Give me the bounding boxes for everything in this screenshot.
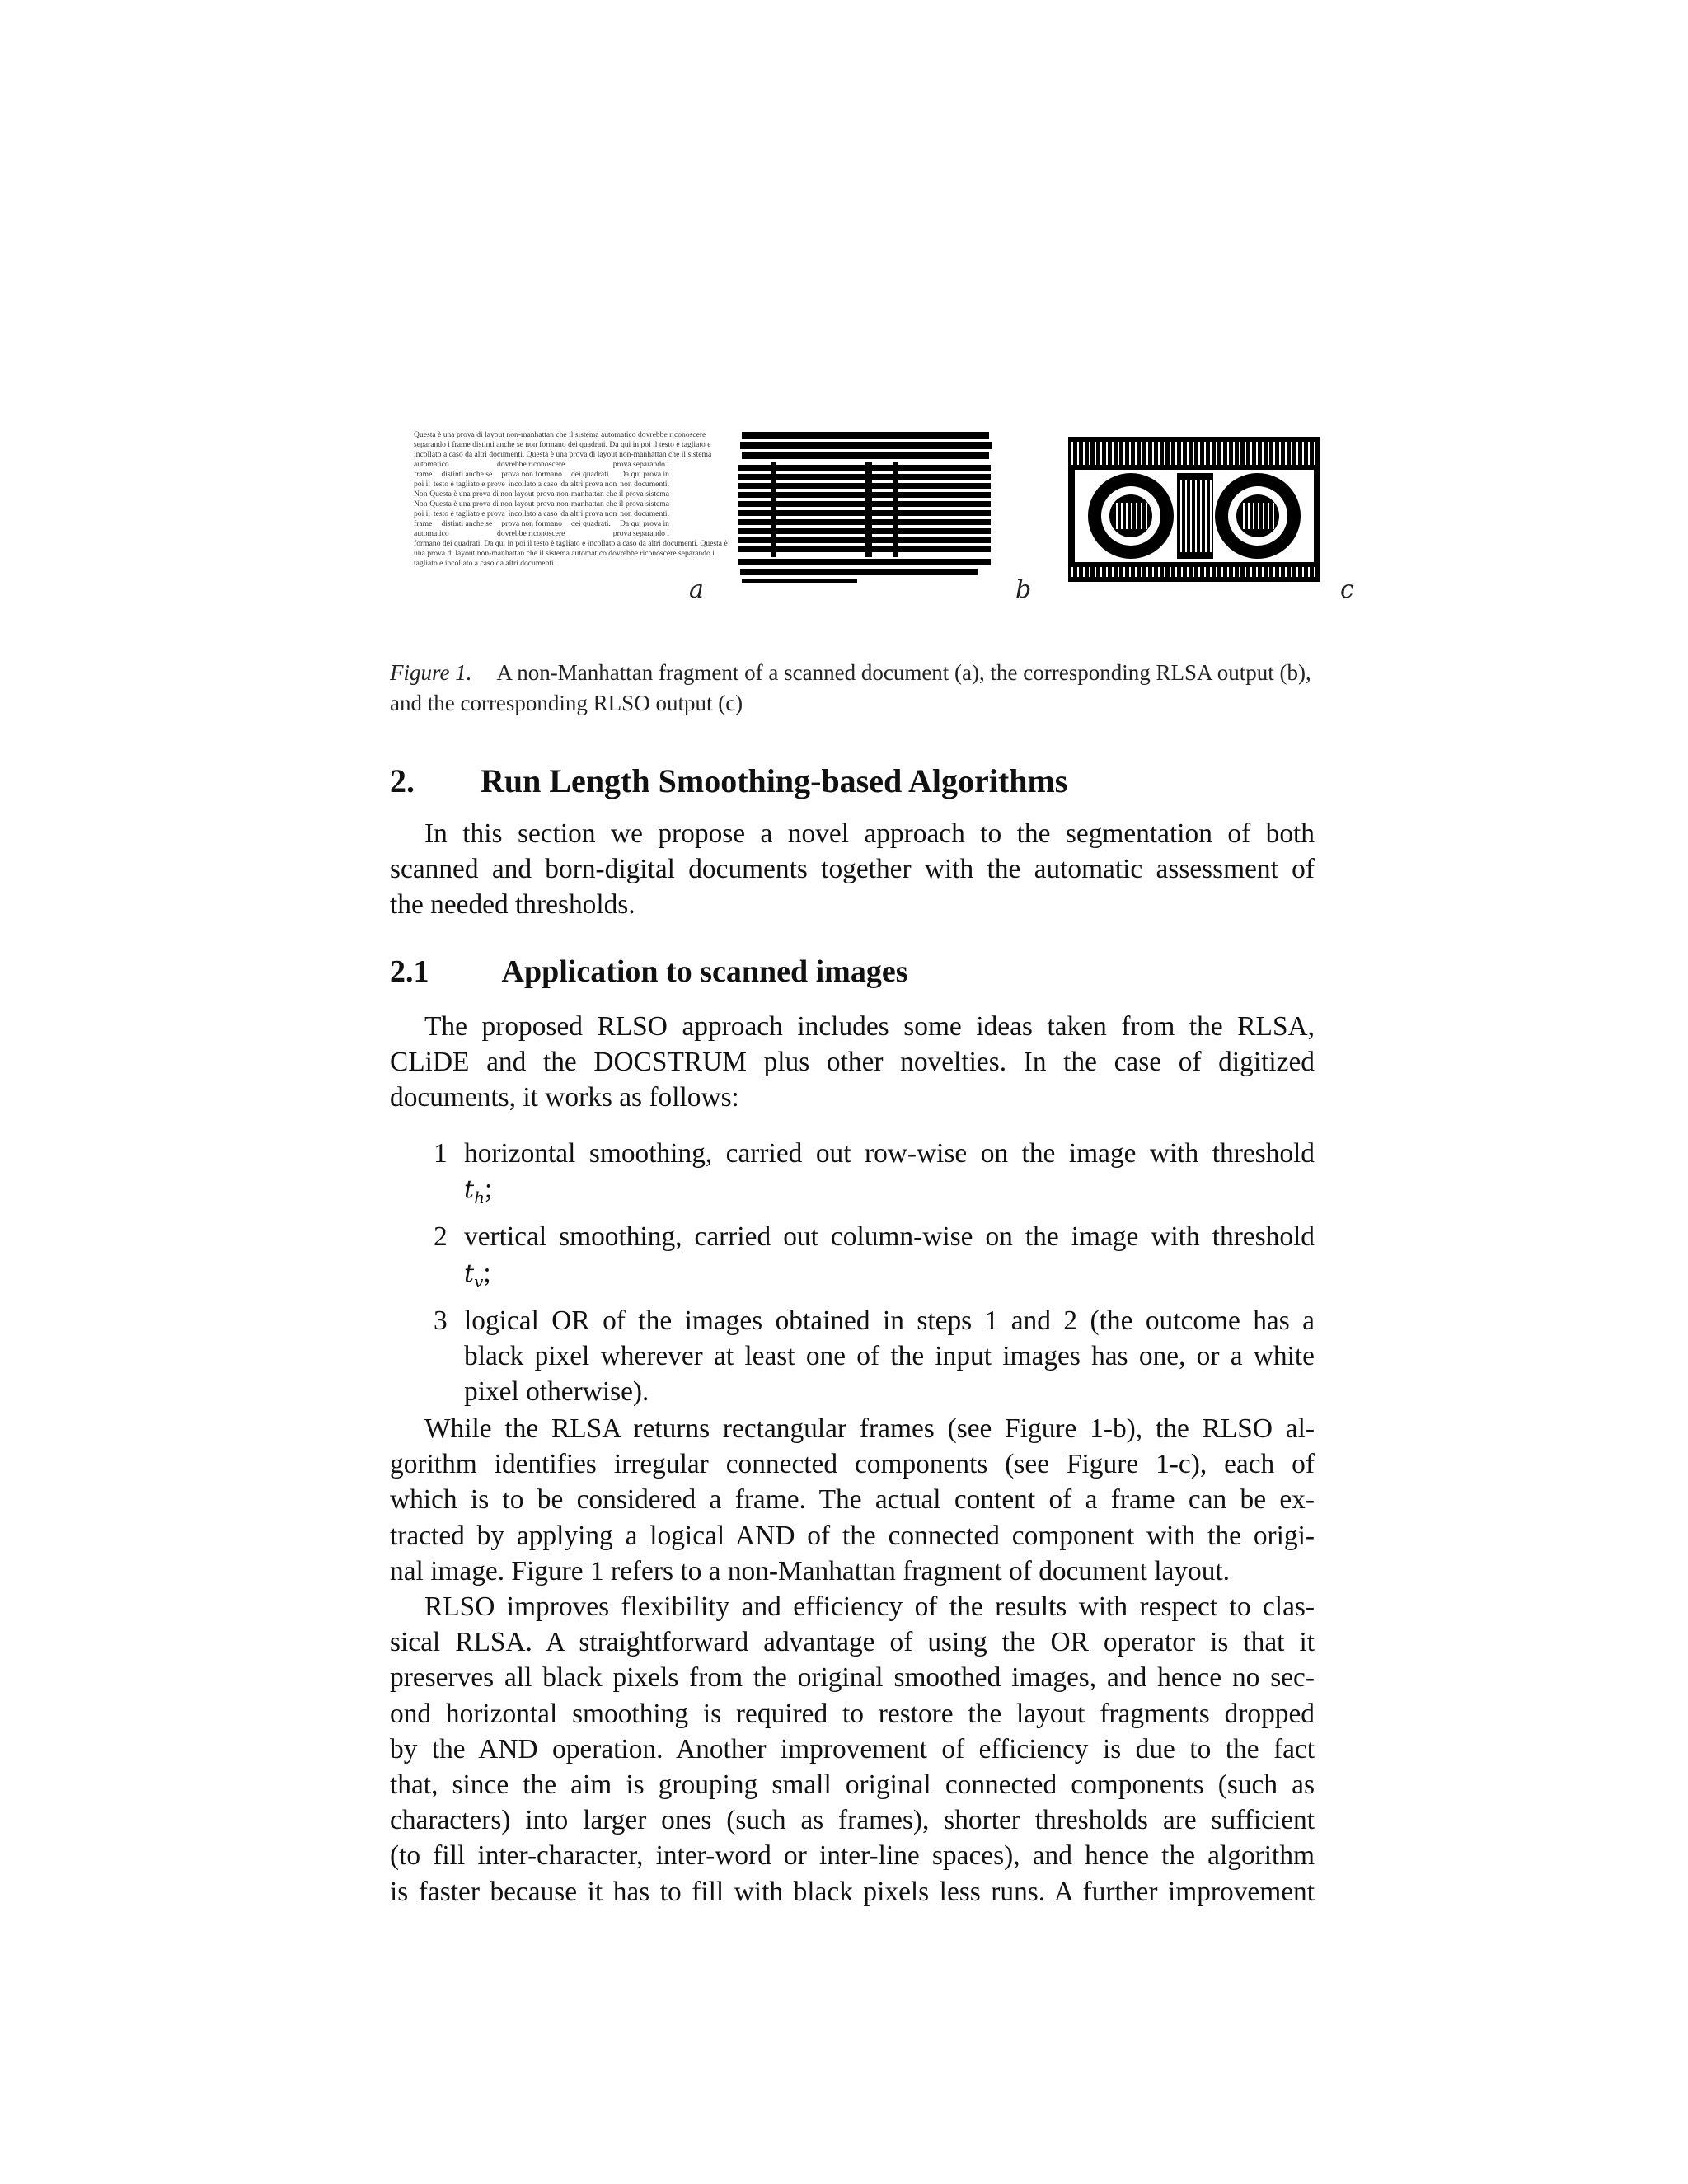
rlso-hatch (1285, 442, 1287, 465)
rlso-hatch (1314, 442, 1315, 465)
rlsa-run (738, 483, 771, 489)
rlsa-run (870, 546, 893, 552)
rlsa-run (865, 462, 872, 557)
rlso-hatch (1141, 567, 1142, 577)
list-item-text: horizontal smoothing, carried out row-wise on the image with threshold (464, 1138, 1315, 1169)
rlso-hatch (1181, 567, 1183, 577)
rlso-hatch (1180, 480, 1182, 552)
rlsa-run (740, 442, 992, 449)
rlso-hatch (1077, 442, 1079, 465)
rlsa-run (898, 537, 991, 543)
rlsa-run (898, 528, 991, 534)
rlso-hatch (1187, 567, 1189, 577)
subsection-intro-paragraph (390, 1009, 1315, 1116)
paragraph-line: which is to be considered a frame. The actual content of a frame can be ex- (390, 1484, 1315, 1516)
rlsa-run (898, 519, 991, 525)
paragraph-line: The proposed RLSO approach includes some ideas taken from the RLSA, (424, 1011, 1315, 1042)
rlsa-run (775, 483, 865, 489)
rlso-hatch (1071, 567, 1073, 577)
rlsa-run (742, 452, 989, 459)
rlso-hatch (1250, 567, 1252, 577)
rlsa-run (870, 510, 893, 516)
rlso-hatch (1262, 442, 1264, 465)
rlso-hatch (1195, 480, 1197, 552)
rlso-hatch (1152, 442, 1154, 465)
paragraph-line: While the RLSA returns rectangular frames (see Figure 1-b), the RLSO al- (424, 1413, 1315, 1444)
rlso-hatch (1175, 567, 1177, 577)
figure-panel-c-rlso-output (1068, 437, 1320, 582)
rlsa-run (775, 474, 865, 480)
rlso-hatch (1112, 567, 1114, 577)
rlso-hatch (1200, 480, 1202, 552)
rlso-hatch (1175, 442, 1177, 465)
scanned-text-line: Non Questa è una prova di non layout prova non-manhattan che il prova sistema (414, 499, 669, 509)
rlso-hatch (1164, 567, 1165, 577)
section-heading (390, 762, 1067, 800)
rlso-hatch (1146, 503, 1147, 529)
rlsa-run (775, 492, 865, 498)
paragraph-line: by the AND operation. Another improvement of efficiency is due to the fact (390, 1733, 1315, 1765)
rlso-hatch (1233, 442, 1235, 465)
rlso-hatch (1106, 567, 1108, 577)
rlso-hatch (1273, 567, 1275, 577)
panel-label-c: c (1340, 575, 1354, 604)
list-item-text: vertical smoothing, carried out column-wise on the image with threshold (464, 1221, 1315, 1253)
rlso-hatch (1158, 442, 1160, 465)
rlso-hatch (1083, 567, 1085, 577)
rlso-hatch (1170, 567, 1171, 577)
rlso-hatch (1204, 567, 1206, 577)
body-paragraph-rlso-improvements (390, 1589, 1315, 1910)
rlso-hatch (1250, 442, 1252, 465)
rlso-hatch (1258, 503, 1259, 529)
rlsa-run (893, 462, 898, 557)
rlsa-run (738, 474, 771, 480)
rlso-hatch (1279, 567, 1281, 577)
scanned-text-line: automatico dovrebbe riconoscere prova separando i (414, 460, 669, 469)
rlso-hatch (1135, 567, 1137, 577)
rlsa-run (870, 465, 893, 471)
rlsa-run (898, 465, 991, 471)
rlso-hatch (1141, 442, 1142, 465)
paragraph-line: that, since the aim is grouping small original connected components (such as (390, 1769, 1315, 1801)
rlso-hatch (1245, 567, 1246, 577)
rlsa-run (738, 528, 771, 534)
rlso-hatch (1308, 567, 1310, 577)
list-item (431, 1136, 1315, 1216)
rlso-hatch (1112, 442, 1114, 465)
steps-list (431, 1136, 1315, 1409)
rlso-hatch (1185, 480, 1187, 552)
rlsa-run (775, 501, 865, 507)
scanned-text-line: poi il testo è tagliato e prove incollato a caso da altri prova non non documenti. (414, 480, 669, 489)
rlso-hatch (1248, 503, 1250, 529)
scanned-text-line: frame distinti anche se prova non formano dei quadrati. Da qui prova in (414, 470, 669, 479)
rlsa-run (738, 519, 771, 525)
rlso-hatch (1221, 567, 1223, 577)
rlso-hatch (1116, 503, 1118, 529)
scanned-text-line: incollato a caso da altri documenti. Questa è una prova di layout non-manhattan che il sistema (414, 450, 712, 459)
rlso-hatch (1190, 480, 1192, 552)
rlso-hatch (1129, 442, 1131, 465)
list-item (431, 1219, 1315, 1299)
rlso-hatch (1129, 567, 1131, 577)
rlsa-run (870, 474, 893, 480)
rlso-hatch (1146, 442, 1148, 465)
rlso-hatch (1239, 567, 1240, 577)
rlso-hatch (1198, 567, 1200, 577)
scanned-text-line: separando i frame distinti anche se non formano dei quadrati. Da qui in poi il testo è tagliato e (414, 440, 711, 449)
scanned-text-line: Questa è una prova di layout non-manhattan che il sistema automatico dovrebbe riconoscere (414, 430, 706, 439)
rlso-hatch (1245, 442, 1246, 465)
rlso-hatch (1314, 567, 1315, 577)
body-paragraph-rlsa-vs-rlso (390, 1411, 1315, 1589)
rlso-hatch (1193, 567, 1194, 577)
rlso-hatch (1123, 442, 1125, 465)
rlsa-run (738, 501, 771, 507)
list-item-text: pixel otherwise). (464, 1376, 649, 1408)
rlso-hatch (1210, 480, 1212, 552)
rlsa-run (870, 519, 893, 525)
rlso-hatch (1253, 503, 1254, 529)
rlso-hatch (1170, 442, 1171, 465)
rlso-hatch (1205, 480, 1207, 552)
figure-caption-text: A non-Manhattan fragment of a scanned document (a), the corresponding RLSA output (b), and the corresponding RLSO output (c) (390, 660, 1311, 715)
rlsa-run (742, 432, 989, 439)
paragraph-line: gorithm identifies irregular connected components (see Figure 1-c), each of (390, 1449, 1315, 1480)
list-item-number: 1 (434, 1138, 448, 1169)
list-item-text: logical OR of the images obtained in steps 1 and 2 (the outcome has a (464, 1305, 1315, 1336)
rlso-hatch (1135, 442, 1137, 465)
rlso-hatch (1095, 567, 1096, 577)
rlsa-run (898, 546, 991, 552)
rlso-hatch (1089, 442, 1090, 465)
rlsa-run (775, 465, 865, 471)
rlso-hatch (1210, 442, 1212, 465)
rlso-hatch (1121, 503, 1123, 529)
paragraph-line: sical RLSA. A straightforward advantage of using the OR operator is that it (390, 1627, 1315, 1658)
rlso-hatch (1083, 442, 1085, 465)
rlso-hatch (1126, 503, 1128, 529)
rlsa-run (775, 537, 865, 543)
rlso-hatch (1233, 567, 1235, 577)
figure-panel-a-scanned-text (414, 430, 728, 587)
paragraph-line: preserves all black pixels from the original smoothed images, and hence no sec- (390, 1662, 1315, 1694)
rlso-hatch (1291, 567, 1292, 577)
rlso-hatch (1296, 442, 1298, 465)
rlso-hatch (1210, 567, 1212, 577)
rlso-hatch (1146, 567, 1148, 577)
rlso-hatch (1279, 442, 1281, 465)
rlso-hatch (1263, 503, 1264, 529)
scanned-text-line: tagliato e incollato a caso da altri documenti. (414, 559, 556, 568)
scanned-text-line: una prova di layout non-manhattan che il sistema automatico dovrebbe riconoscere separando i (414, 549, 715, 558)
scanned-text-line: Non Questa è una prova di non layout prova non-manhattan che il prova sistema (414, 490, 669, 499)
rlsa-run (870, 492, 893, 498)
rlso-hatch (1302, 442, 1304, 465)
panel-label-b: b (1015, 575, 1032, 604)
rlso-hatch (1100, 567, 1102, 577)
rlso-hatch (1071, 442, 1073, 465)
paragraph-line: CLiDE and the DOCSTRUM plus other novelties. In the case of digitized (390, 1047, 1315, 1078)
rlso-hatch (1164, 442, 1165, 465)
subsection-title: Application to scanned images (501, 954, 908, 989)
rlsa-run (775, 519, 865, 525)
paragraph-line: the needed thresholds. (390, 889, 635, 921)
rlsa-run (898, 492, 991, 498)
rlso-hatch (1268, 567, 1269, 577)
figure-panel-b-rlsa-output (738, 429, 996, 585)
rlsa-run (738, 537, 771, 543)
panel-label-a: a (689, 575, 704, 604)
rlso-hatch (1089, 567, 1090, 577)
rlso-hatch (1285, 567, 1287, 577)
rlsa-run (898, 483, 991, 489)
subsection-heading (390, 954, 907, 990)
figure-caption-label: Figure 1. (390, 660, 472, 685)
list-item-number: 3 (434, 1305, 448, 1336)
rlso-hatch (1118, 442, 1119, 465)
rlso-hatch (1100, 442, 1102, 465)
rlso-hatch (1158, 567, 1160, 577)
section-intro-paragraph (390, 816, 1315, 923)
rlso-hatch (1187, 442, 1189, 465)
rlso-hatch (1308, 442, 1310, 465)
rlsa-run (775, 510, 865, 516)
figure-caption (390, 658, 1313, 719)
rlso-hatch (1095, 442, 1096, 465)
list-item-math: $t_v$; (464, 1257, 491, 1291)
rlsa-run (740, 569, 978, 575)
rlsa-run (870, 483, 893, 489)
paragraph-line: is faster because it has to fill with black pixels less runs. A further improvement (390, 1876, 1315, 1907)
rlsa-run (742, 579, 857, 583)
list-item (431, 1303, 1315, 1410)
rlso-hatch (1193, 442, 1194, 465)
section-number: 2. (390, 762, 415, 799)
rlsa-run (870, 528, 893, 534)
paragraph-line: (to fill inter-character, inter-word or inter-line spaces), and hence the algorithm (390, 1840, 1315, 1872)
rlsa-run (898, 501, 991, 507)
rlso-hatch (1291, 442, 1292, 465)
scanned-text-line: formano dei quadrati. Da qui in poi il testo è tagliato e incollato a caso da altri documenti. Questa è (414, 539, 728, 548)
rlso-hatch (1262, 567, 1264, 577)
rlso-hatch (1123, 567, 1125, 577)
rlso-hatch (1118, 567, 1119, 577)
paragraph-line: scanned and born-digital documents together with the automatic assessment of (390, 854, 1315, 885)
rlso-hatch (1221, 442, 1223, 465)
rlsa-run (898, 510, 991, 516)
list-item-number: 2 (434, 1221, 448, 1253)
rlso-hatch (1131, 503, 1132, 529)
rlso-hatch (1268, 442, 1269, 465)
rlsa-run (775, 528, 865, 534)
rlsa-run (738, 510, 771, 516)
rlso-hatch (1152, 567, 1154, 577)
paragraph-line: nal image. Figure 1 refers to a non-Manhattan fragment of document layout. (390, 1555, 1231, 1586)
scanned-text-line: automatico dovrebbe riconoscere prova separando i (414, 529, 669, 538)
rlsa-run (771, 462, 776, 557)
rlso-hatch (1243, 503, 1245, 529)
rlso-hatch (1198, 442, 1200, 465)
rlso-hatch (1256, 567, 1258, 577)
rlso-hatch (1273, 442, 1275, 465)
rlso-hatch (1216, 567, 1217, 577)
rlso-hatch (1106, 442, 1108, 465)
rlso-hatch (1227, 567, 1229, 577)
list-item-math: $t_h$; (464, 1174, 493, 1208)
rlsa-run (775, 546, 865, 552)
rlso-hatch (1136, 503, 1137, 529)
rlso-hatch (1268, 503, 1269, 529)
paragraph-line: In this section we propose a novel approach to the segmentation of both (424, 818, 1315, 849)
rlso-hatch (1302, 567, 1304, 577)
rlso-hatch (1227, 442, 1229, 465)
section-title: Run Length Smoothing-based Algorithms (481, 762, 1068, 799)
paragraph-line: documents, it works as follows: (390, 1082, 739, 1113)
rlsa-run (898, 474, 991, 480)
rlsa-run (870, 537, 893, 543)
list-item-text: black pixel wherever at least one of the input images has one, or a white (464, 1341, 1315, 1372)
rlso-hatch (1077, 567, 1079, 577)
paragraph-line: RLSO improves flexibility and efficiency of the results with respect to clas- (424, 1591, 1315, 1622)
rlso-hatch (1141, 503, 1142, 529)
paragraph-line: tracted by applying a logical AND of the connected component with the origi- (390, 1520, 1315, 1551)
paragraph-line: ond horizontal smoothing is required to restore the layout fragments dropped (390, 1698, 1315, 1729)
scanned-text-line: poi il testo è tagliato e prova incollato a caso da altri prova non non documenti. (414, 509, 669, 518)
rlso-hatch (1273, 503, 1274, 529)
rlsa-run (738, 546, 771, 552)
rlso-hatch (1181, 442, 1183, 465)
rlso-hatch (1204, 442, 1206, 465)
rlsa-run (738, 465, 771, 471)
rlsa-run (738, 492, 771, 498)
scanned-text-line: frame distinti anche se prova non formano dei quadrati. Da qui prova in (414, 519, 669, 528)
rlsa-run (738, 559, 991, 565)
subsection-number: 2.1 (390, 954, 429, 989)
rlso-hatch (1216, 442, 1217, 465)
rlso-hatch (1296, 567, 1298, 577)
rlso-hatch (1239, 442, 1240, 465)
rlsa-run (870, 501, 893, 507)
paragraph-line: characters) into larger ones (such as frames), shorter thresholds are sufficient (390, 1805, 1315, 1836)
rlso-hatch (1256, 442, 1258, 465)
